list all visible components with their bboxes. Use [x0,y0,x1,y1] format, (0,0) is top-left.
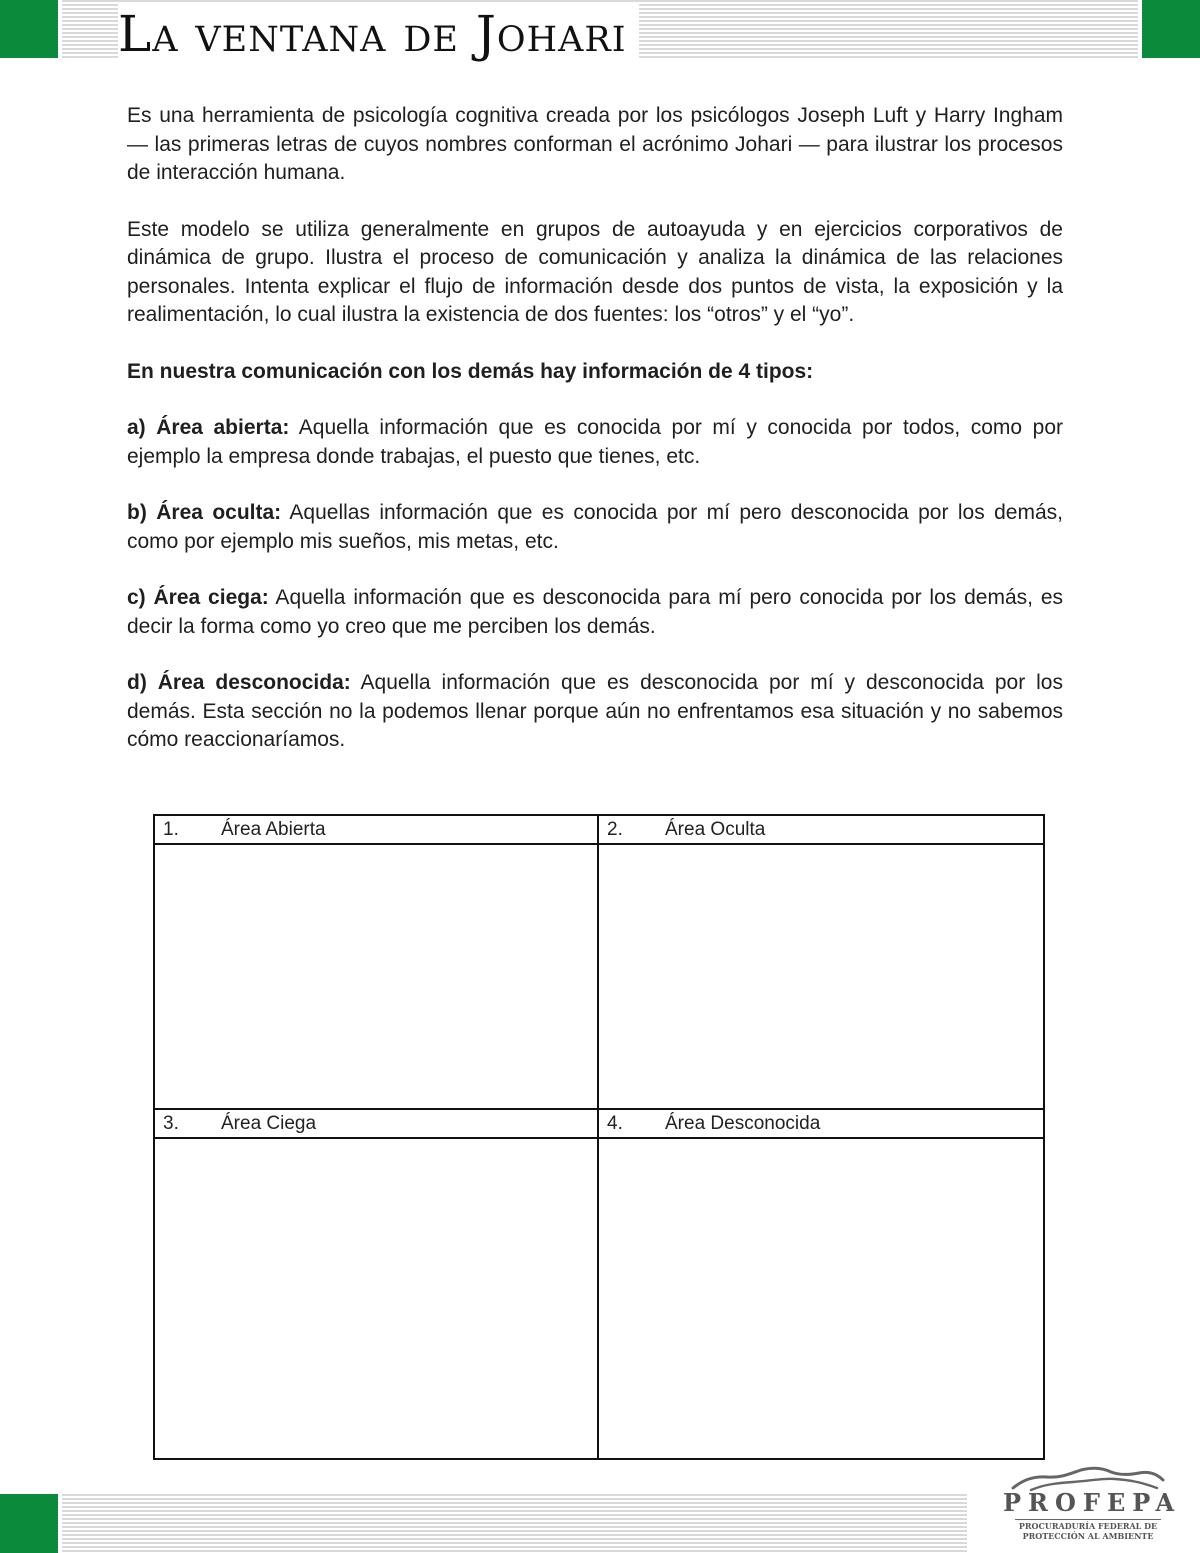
grid-cell-label: Área Desconocida [665,1112,821,1134]
area-text-blind: Aquella información que es desconocida para mí pero conocida por los demás, es decir la forma como yo creo que me perciben los demás. [127,586,1063,638]
grid-cell-header [599,816,1043,845]
area-text-hidden: Aquellas información que es conocida por mí pero desconocida por los demás, como por ejemplo mis sueños, mis metas, etc. [127,501,1063,553]
document-body [127,102,1063,783]
grid-cell-header [155,1110,597,1139]
area-description-blind [127,584,1063,641]
grid-cell-label: Área Ciega [221,1112,317,1134]
footer-green-block [0,1494,58,1553]
logo-subtitle [1003,1521,1173,1541]
grid-cell-number: 4. [607,1112,623,1134]
intro-paragraph-1: Es una herramienta de psicología cognitiva creada por los psicólogos Joseph Luft y Harry Ingham — las primeras letras de cuyos nombres conforman el acrónimo Johari — para ilustrar los procesos de interacción humana. [127,104,1063,184]
grid-cell-number: 2. [607,818,623,840]
area-description-unknown [127,669,1063,755]
grid-cell-header [155,816,597,845]
grid-cell-writing-space[interactable] [155,845,597,1108]
grid-cell-blind-area [155,1110,599,1458]
header-green-block-right [1142,0,1200,58]
area-label-open: a) Área abierta: [127,416,290,439]
grid-cell-writing-space[interactable] [599,1139,1043,1458]
area-description-open [127,414,1063,471]
logo-divider [1015,1519,1161,1520]
grid-cell-writing-space[interactable] [155,1139,597,1458]
grid-cell-writing-space[interactable] [599,845,1043,1108]
grid-cell-header [599,1110,1043,1139]
section-heading: En nuestra comunicación con los demás hay información de 4 tipos: [127,359,814,383]
grid-cell-open-area [155,816,599,1110]
logo-subtitle-line-2: PROTECCIÓN AL AMBIENTE [1022,1531,1154,1541]
grid-cell-label: Área Abierta [221,818,326,840]
grid-cell-hidden-area [599,816,1043,1110]
area-label-hidden: b) Área oculta: [127,501,282,524]
grid-cell-label: Área Oculta [665,818,766,840]
grid-cell-unknown-area [599,1110,1043,1458]
grid-cell-number: 1. [163,818,179,840]
area-label-unknown: d) Área desconocida: [127,671,351,694]
area-description-hidden [127,499,1063,556]
intro-paragraph-2: Este modelo se utiliza generalmente en grupos de autoayuda y en ejercicios corporativos de dinámica de grupo. Ilustra el proceso de comunicación y analiza la dinámica de las relaciones personales. Intenta explicar el flujo de información desde dos puntos de vista, la exposición y la realimentación, lo cual ilustra la existencia de dos fuentes: los “otros” y el “yo”. [127,217,1063,326]
area-text-open: Aquella información que es conocida por mí y conocida por todos, como por ejemplo la empresa donde trabajas, el puesto que tienes, etc. [127,416,1063,468]
logo-name: PROFEPA [1003,1488,1182,1517]
area-label-blind: c) Área ciega: [127,586,269,609]
page-title: La ventana de Johari [118,4,639,64]
footer-stripes [62,1494,967,1553]
grid-cell-number: 3. [163,1112,179,1134]
johari-window-grid [153,814,1045,1460]
profepa-logo [1003,1466,1182,1544]
header-green-block-left [0,0,58,58]
logo-subtitle-line-1: PROCURADURÍA FEDERAL DE [1018,1521,1158,1531]
area-text-unknown: Aquella información que es desconocida por mí y desconocida por los demás. Esta sección no la podemos llenar porque aún no enfrentamos esa situación y no sabemos cómo reaccionaríamos. [127,671,1063,751]
